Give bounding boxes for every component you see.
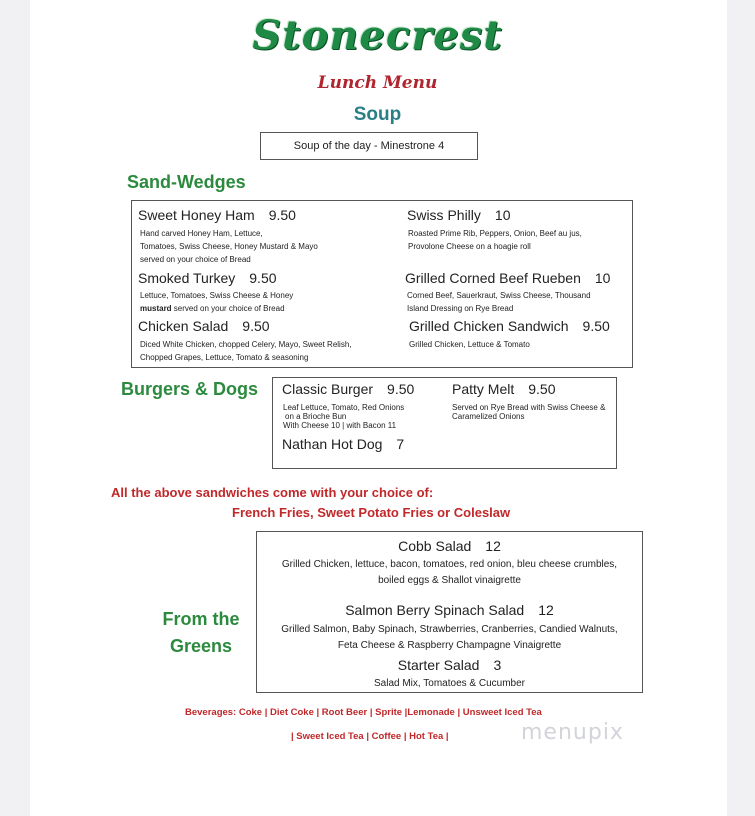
menu-item-desc: Grilled Chicken, Lettuce & Tomato bbox=[409, 340, 530, 349]
menu-item-price: 9.50 bbox=[528, 381, 556, 397]
menu-item-price: 12 bbox=[538, 602, 554, 618]
greens-heading: From the Greens bbox=[162, 609, 240, 656]
menu-item-name: Swiss Philly 10 bbox=[407, 207, 511, 223]
menu-item-name: Classic Burger 9.50 bbox=[282, 381, 415, 397]
menu-item-name: Salmon Berry Spinach Salad 12 bbox=[345, 602, 554, 618]
menu-item-desc: Lettuce, Tomatoes, Swiss Cheese & Honey mustard served on your choice of Bread bbox=[140, 291, 294, 313]
menu-item-price: 9.50 bbox=[387, 381, 415, 397]
menu-item-desc: Diced White Chicken, chopped Celery, Mayo, Sweet Relish, Chopped Grapes, Lettuce, Tomato & seasoning bbox=[140, 340, 352, 362]
soup-box bbox=[260, 132, 478, 160]
soup-heading: Soup bbox=[353, 104, 402, 125]
menu-item-price: 12 bbox=[485, 538, 501, 554]
menu-item-name: Chicken Salad 9.50 bbox=[138, 318, 270, 334]
sides-note-line2: French Fries, Sweet Potato Fries or Coleslaw bbox=[232, 505, 511, 520]
menu-item-desc: Roasted Prime Rib, Peppers, Onion, Beef au jus, Provolone Cheese on a hoagie roll bbox=[408, 229, 582, 251]
restaurant-name: Stonecrest bbox=[252, 12, 503, 59]
menu-item-name: Grilled Corned Beef Rueben 10 bbox=[405, 270, 611, 286]
menu-item-desc: Salad Mix, Tomatoes & Cucumber bbox=[374, 678, 525, 689]
sandwedges-heading: Sand-Wedges bbox=[127, 172, 246, 192]
menu-item-desc: Corned Beef, Sauerkraut, Swiss Cheese, Thousand Island Dressing on Rye Bread bbox=[407, 291, 591, 313]
menu-item-desc: Hand carved Honey Ham, Lettuce, Tomatoes, Swiss Cheese, Honey Mustard & Mayo served on your choice of Bread bbox=[140, 229, 318, 264]
beverages-line1: Beverages: Coke | Diet Coke | Root Beer | Sprite |Lemonade | Unsweet Iced Tea bbox=[185, 707, 542, 718]
menu-item-desc: Grilled Salmon, Baby Spinach, Strawberries, Cranberries, Candied Walnuts, Feta Cheese & Raspberry Champagne Vinaigrette bbox=[281, 624, 618, 651]
beverages-line2: | Sweet Iced Tea | Coffee | Hot Tea | bbox=[291, 731, 449, 742]
soup-text: Soup of the day - Minestrone 4 bbox=[293, 140, 445, 152]
menu-item-price: 9.50 bbox=[268, 207, 296, 223]
menu-item-price: 10 bbox=[594, 270, 611, 286]
menu-item-name: Sweet Honey Ham 9.50 bbox=[138, 207, 296, 223]
menu-item-name: Cobb Salad 12 bbox=[398, 538, 501, 554]
menu-item-price: 9.50 bbox=[249, 270, 277, 286]
menu-item-name: Grilled Chicken Sandwich 9.50 bbox=[409, 318, 610, 334]
watermark: menupix bbox=[521, 720, 624, 745]
menu-item-price: 3 bbox=[493, 657, 502, 673]
sides-note-line1: All the above sandwiches come with your choice of: bbox=[111, 485, 434, 500]
menu-item-name: Smoked Turkey 9.50 bbox=[138, 270, 277, 286]
menu-item-desc: Grilled Chicken, lettuce, bacon, tomatoes, red onion, bleu cheese crumbles, boiled eggs & Shallot vinaigrette bbox=[281, 559, 618, 586]
menu-item-desc: Leaf Lettuce, Tomato, Red Onions on a Brioche Bun With Cheese 10 | with Bacon 11 bbox=[283, 403, 405, 430]
menu-item-name: Nathan Hot Dog 7 bbox=[282, 436, 405, 452]
menu-item-price: 10 bbox=[494, 207, 511, 223]
burgers-heading: Burgers & Dogs bbox=[121, 379, 259, 399]
menu-item-name: Starter Salad 3 bbox=[397, 657, 502, 673]
menu-item-price: 9.50 bbox=[582, 318, 610, 334]
menu-item-desc: Served on Rye Bread with Swiss Cheese & Caramelized Onions bbox=[452, 403, 606, 421]
menu-item-price: 9.50 bbox=[242, 318, 270, 334]
menu-item-price: 7 bbox=[396, 436, 405, 452]
menu-title: Lunch Menu bbox=[317, 73, 438, 93]
menu-item-name: Patty Melt 9.50 bbox=[452, 381, 556, 397]
